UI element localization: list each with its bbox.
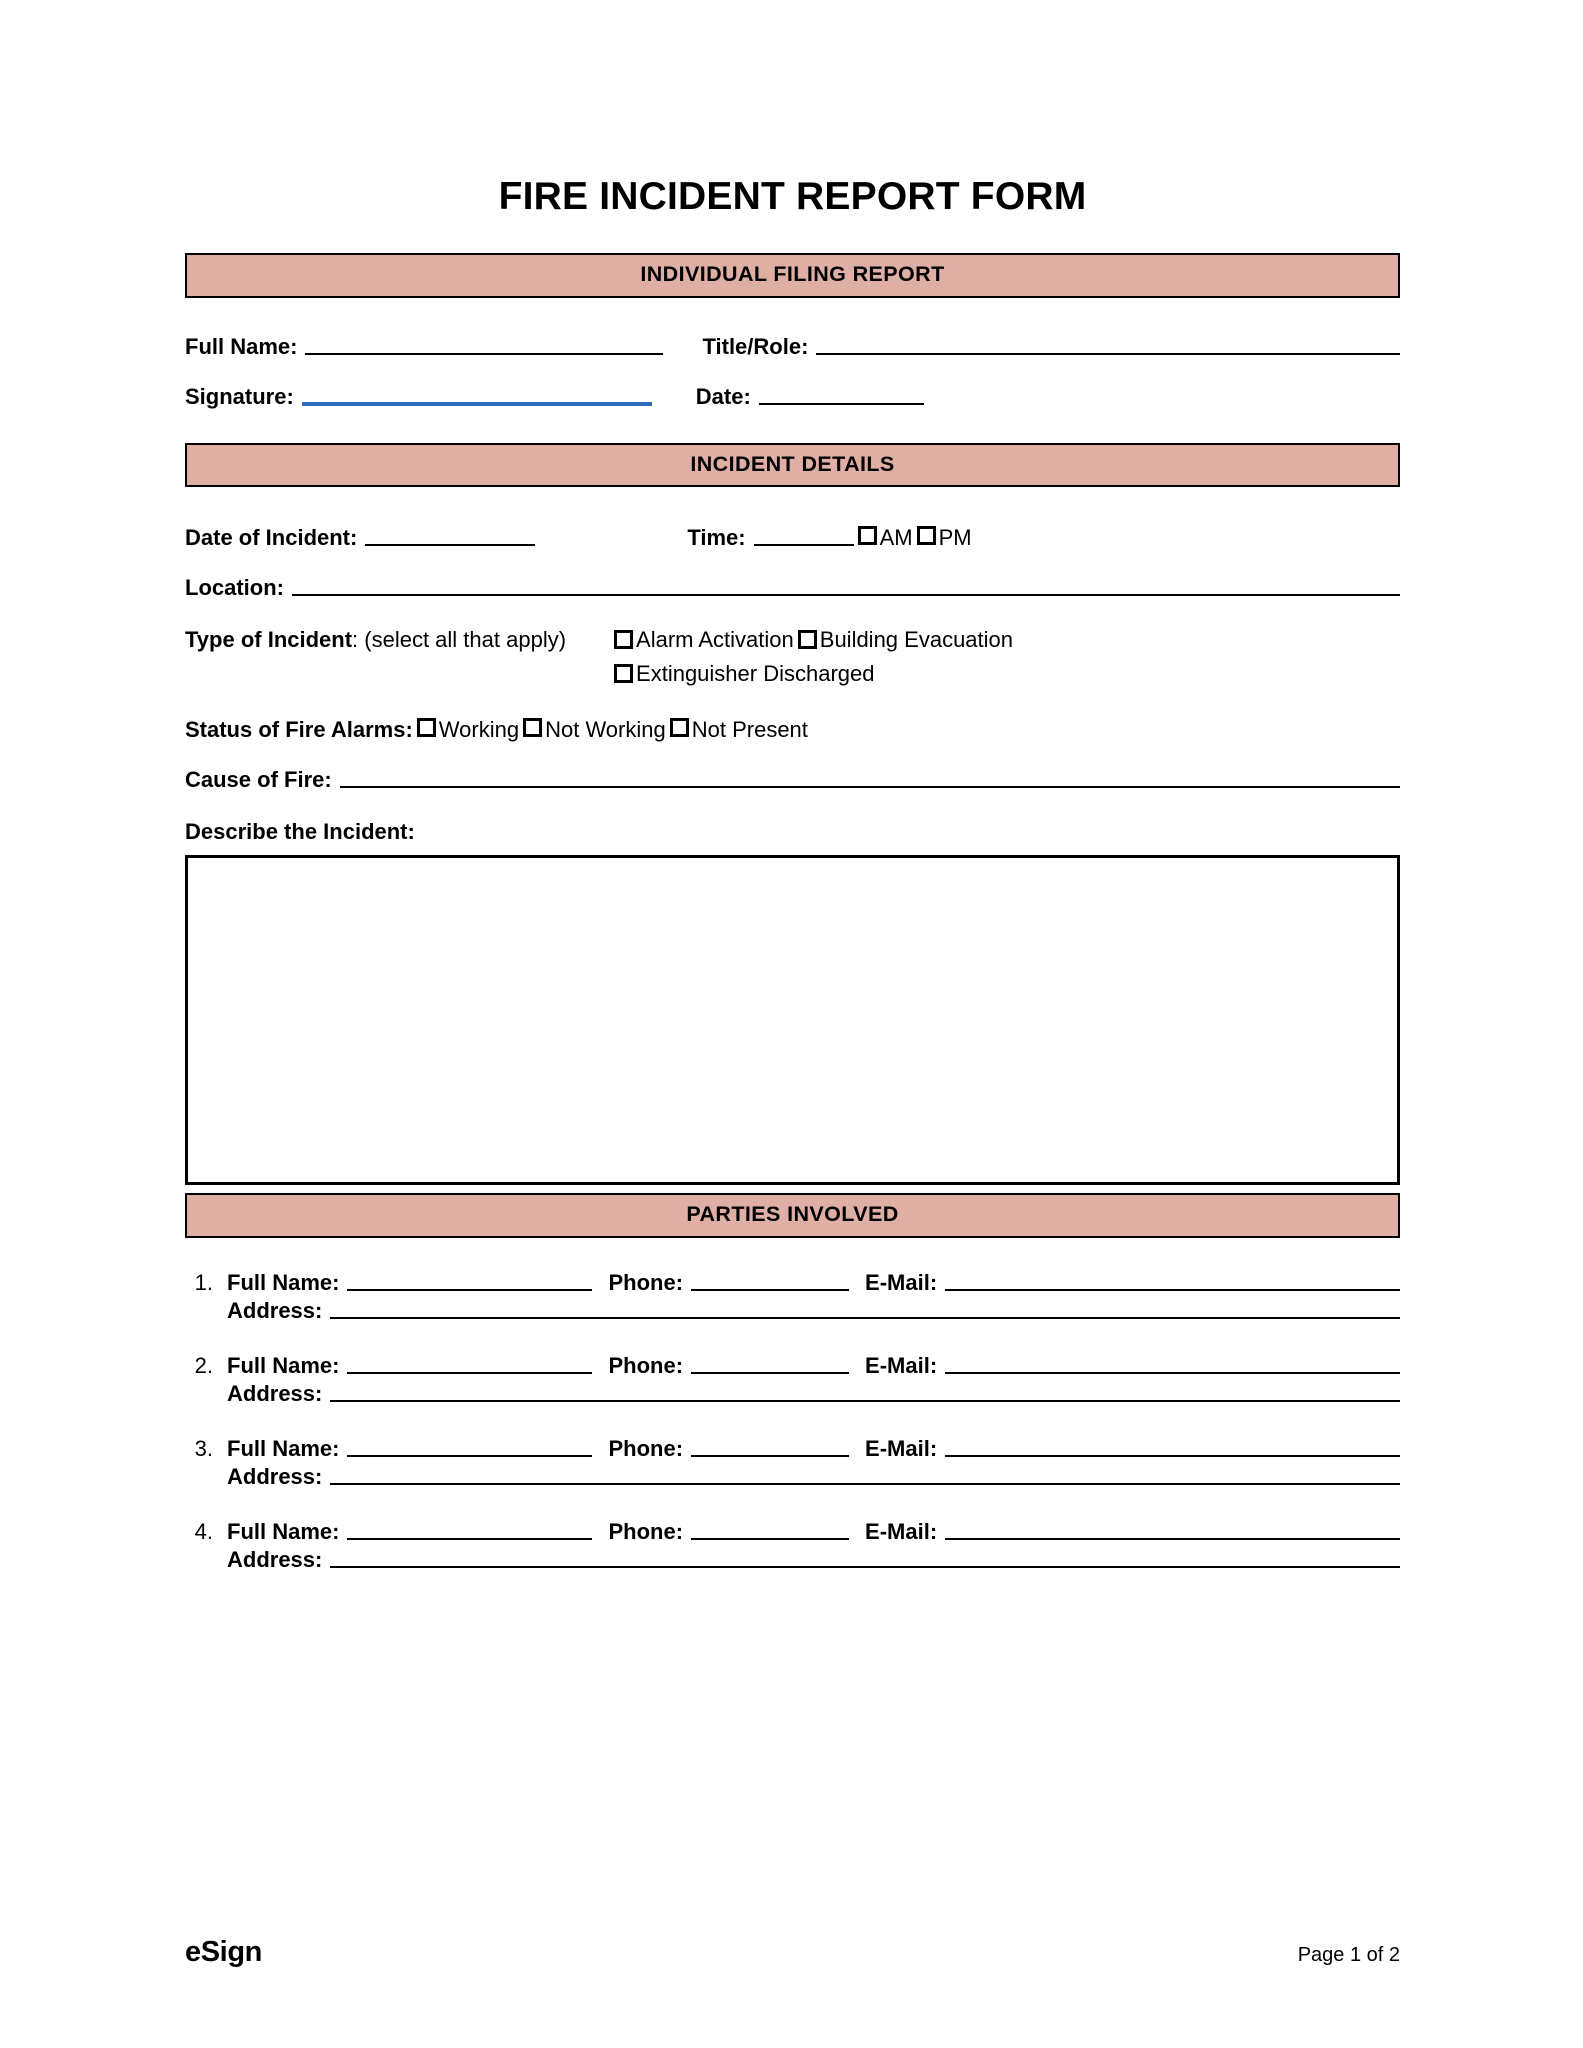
alarm-status-label-1: Not Working (545, 717, 666, 742)
party-full-name-input[interactable] (347, 1372, 592, 1374)
party-address-input[interactable] (330, 1566, 1400, 1568)
party-phone-input[interactable] (691, 1372, 849, 1374)
party-number: 2. (194, 1352, 213, 1378)
party-number: 3. (194, 1435, 213, 1461)
time-label: Time: (687, 525, 746, 550)
party-entry (185, 1435, 1400, 1489)
time-input[interactable] (754, 544, 854, 546)
party-full-name-label: Full Name: (227, 1269, 340, 1295)
checkbox-am[interactable] (858, 526, 877, 545)
page-footer (185, 1936, 1400, 1969)
party-address-label: Address: (227, 1380, 323, 1406)
title-role-label: Title/Role: (702, 333, 809, 359)
section-header-individual-filing: INDIVIDUAL FILING REPORT (185, 253, 1400, 298)
party-address-input[interactable] (330, 1317, 1400, 1319)
party-entry (185, 1518, 1400, 1572)
party-email-label: E-Mail: (865, 1518, 938, 1544)
pm-label: PM (938, 525, 972, 550)
party-email-input[interactable] (945, 1289, 1400, 1291)
incident-type-label-0: Alarm Activation (636, 627, 794, 652)
party-email-input[interactable] (945, 1455, 1400, 1457)
party-email-input[interactable] (945, 1538, 1400, 1540)
party-email-input[interactable] (945, 1372, 1400, 1374)
date-input[interactable] (759, 403, 924, 405)
full-name-input[interactable] (305, 353, 663, 355)
cause-of-fire-label: Cause of Fire: (185, 767, 332, 792)
date-of-incident-label: Date of Incident: (185, 525, 358, 550)
cause-of-fire-input[interactable] (340, 786, 1400, 788)
party-entry (185, 1269, 1400, 1323)
location-input[interactable] (292, 594, 1400, 596)
checkbox-building-evacuation[interactable] (798, 630, 817, 649)
checkbox-alarms-not-present[interactable] (670, 718, 689, 737)
party-phone-label: Phone: (608, 1352, 684, 1378)
status-of-fire-alarms-colon: : (405, 717, 413, 742)
party-number: 4. (194, 1518, 213, 1544)
esign-logo: eSign (185, 1936, 262, 1968)
am-label: AM (879, 525, 913, 550)
section-header-incident-details: INCIDENT DETAILS (185, 443, 1400, 488)
checkbox-extinguisher-discharged[interactable] (614, 664, 633, 683)
alarm-status-label-2: Not Present (691, 717, 808, 742)
party-phone-input[interactable] (691, 1289, 849, 1291)
party-phone-input[interactable] (691, 1538, 849, 1540)
party-full-name-label: Full Name: (227, 1352, 340, 1378)
party-email-label: E-Mail: (865, 1435, 938, 1461)
party-full-name-label: Full Name: (227, 1435, 340, 1461)
party-full-name-input[interactable] (347, 1455, 592, 1457)
party-phone-label: Phone: (608, 1518, 684, 1544)
page-title: FIRE INCIDENT REPORT FORM (498, 175, 1087, 218)
incident-type-label-2: Extinguisher Discharged (636, 661, 875, 686)
party-address-label: Address: (227, 1297, 323, 1323)
checkbox-pm[interactable] (917, 526, 936, 545)
party-number: 1. (194, 1269, 213, 1295)
section-header-parties-involved: PARTIES INVOLVED (185, 1193, 1400, 1238)
date-of-incident-input[interactable] (365, 544, 535, 546)
alarm-status-label-0: Working (438, 717, 520, 742)
party-address-label: Address: (227, 1463, 323, 1489)
party-address-label: Address: (227, 1546, 323, 1572)
party-email-label: E-Mail: (865, 1352, 938, 1378)
incident-type-label-1: Building Evacuation (819, 627, 1014, 652)
party-phone-input[interactable] (691, 1455, 849, 1457)
party-full-name-input[interactable] (347, 1538, 592, 1540)
describe-incident-textarea[interactable] (185, 855, 1400, 1185)
location-label: Location: (185, 575, 284, 600)
party-address-input[interactable] (330, 1483, 1400, 1485)
type-of-incident-label: Type of Incident (185, 627, 353, 652)
party-full-name-label: Full Name: (227, 1518, 340, 1544)
full-name-label: Full Name: (185, 333, 298, 359)
signature-label: Signature: (185, 383, 294, 409)
checkbox-alarm-activation[interactable] (614, 630, 633, 649)
page-number: Page 1 of 2 (1297, 1944, 1400, 1966)
form-content (185, 0, 1400, 1571)
party-entry (185, 1352, 1400, 1406)
party-address-input[interactable] (330, 1400, 1400, 1402)
checkbox-alarms-not-working[interactable] (523, 718, 542, 737)
party-full-name-input[interactable] (347, 1289, 592, 1291)
checkbox-alarms-working[interactable] (417, 718, 436, 737)
party-phone-label: Phone: (608, 1269, 684, 1295)
type-of-incident-suffix: : (select all that apply) (352, 627, 567, 652)
title-role-input[interactable] (816, 353, 1400, 355)
signature-input[interactable] (302, 402, 652, 406)
party-email-label: E-Mail: (865, 1269, 938, 1295)
status-of-fire-alarms-label: Status of Fire Alarms (185, 717, 406, 742)
describe-incident-label: Describe the Incident: (185, 819, 415, 844)
date-label: Date: (695, 383, 751, 409)
party-phone-label: Phone: (608, 1435, 684, 1461)
